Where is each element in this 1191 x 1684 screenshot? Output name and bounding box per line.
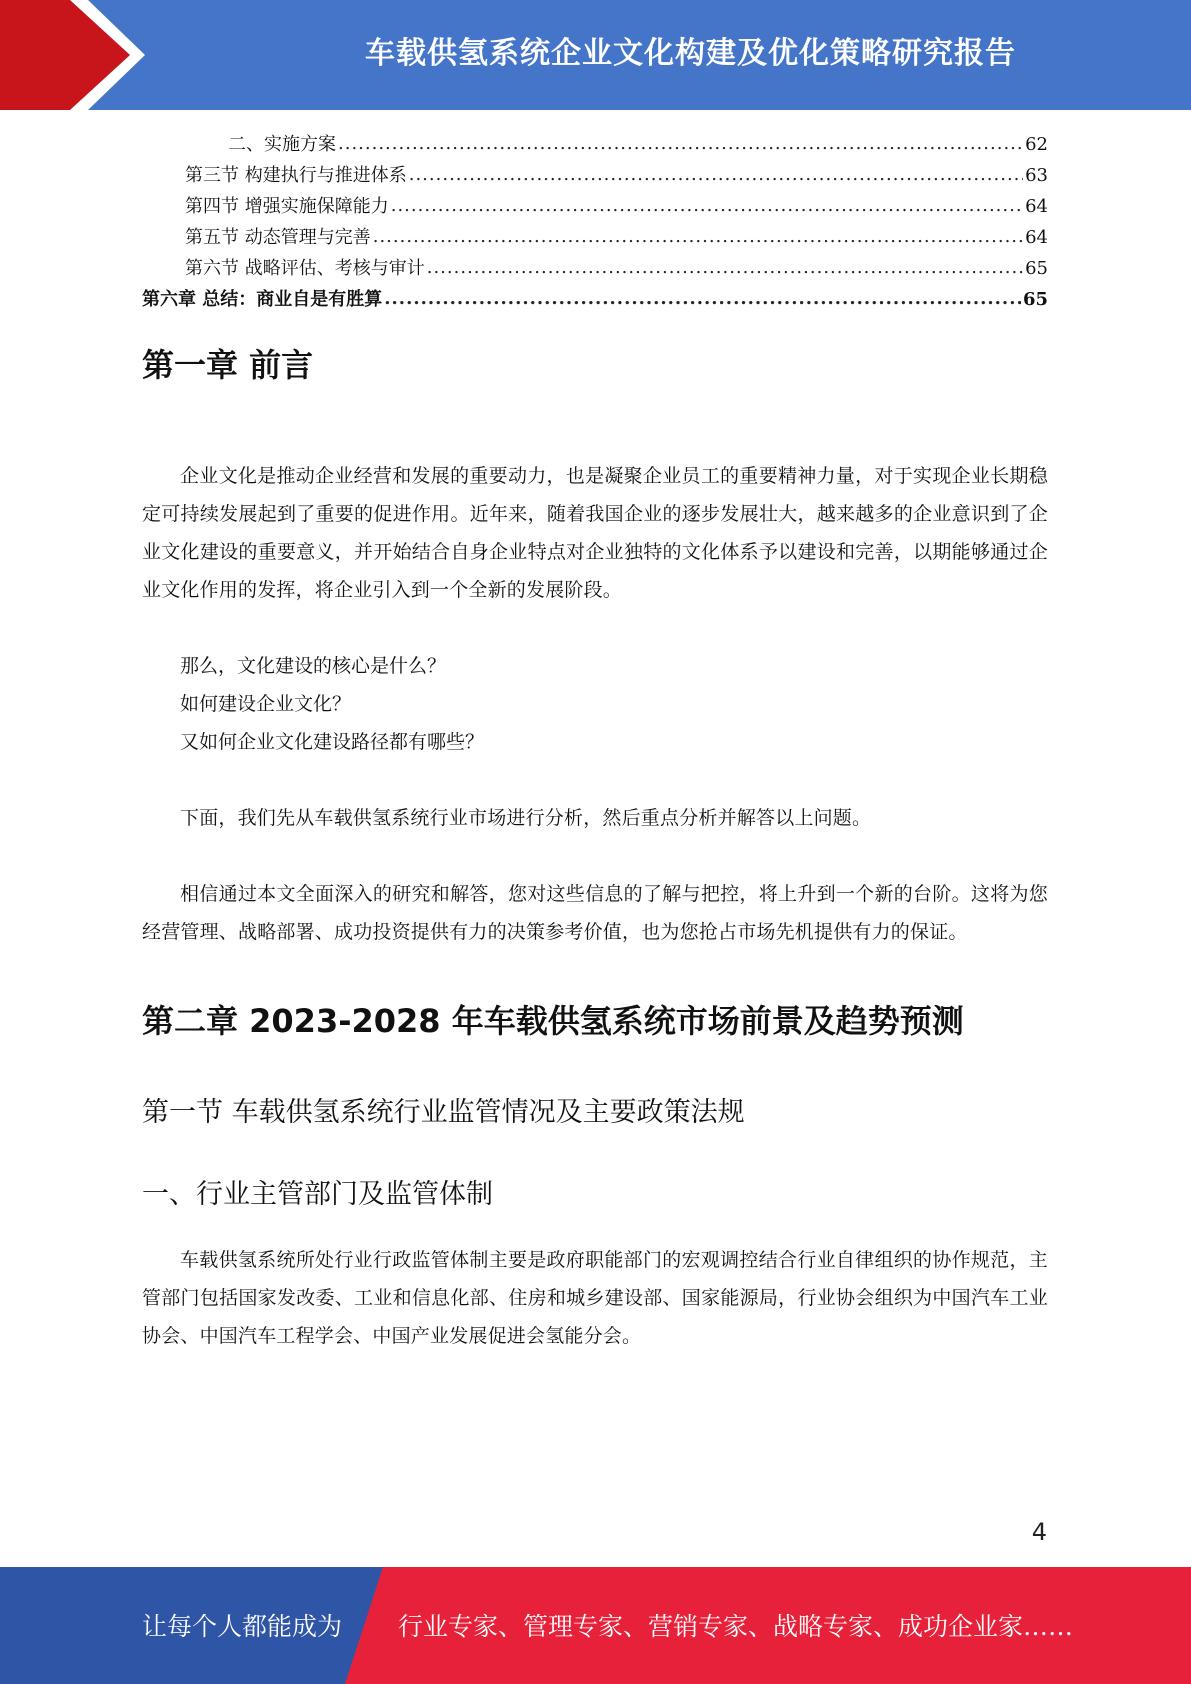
toc-entry-page: 65: [1025, 258, 1048, 279]
toc-entry[interactable]: [142, 285, 1048, 316]
header-band: [0, 0, 1191, 110]
toc-entry-label: 第五节 动态管理与完善: [185, 227, 371, 248]
toc-leader-dots: [409, 164, 1023, 185]
toc-leader-dots: [373, 226, 1023, 247]
toc-entry-page: 63: [1025, 165, 1048, 186]
body-paragraph: 相信通过本文全面深入的研究和解答，您对这些信息的了解与把控，将上升到一个新的台阶。这将为您经营管理、战略部署、成功投资提供有力的决策参考价值，也为您抢占市场先机提供有力的保证。: [142, 883, 1048, 943]
toc-entry[interactable]: [142, 161, 1048, 192]
toc-entry[interactable]: [142, 254, 1048, 285]
toc-leader-dots: [427, 257, 1023, 278]
toc-entry[interactable]: [142, 130, 1048, 161]
toc-leader-dots: [338, 133, 1023, 154]
main-content: [142, 345, 1048, 1355]
toc-entry-label: 二、实施方案: [228, 134, 336, 155]
question-line: 如何建设企业文化？: [180, 693, 352, 715]
footer-slogan-left: 让每个人都能成为: [142, 1612, 343, 1641]
toc-entry-label: 第六章 总结：商业自是有胜算: [142, 289, 383, 310]
toc-entry[interactable]: [142, 223, 1048, 254]
question-line: 那么，文化建设的核心是什么？: [180, 655, 447, 677]
toc-entry-label: 第四节 增强实施保障能力: [185, 196, 389, 217]
toc-leader-dots: [384, 288, 1021, 309]
footer-slogan-right: 行业专家、管理专家、营销专家、战略专家、成功企业家……: [398, 1612, 1074, 1641]
subsection-title: 一、行业主管部门及监管体制: [142, 1179, 493, 1210]
toc-entry-page: 64: [1025, 227, 1048, 248]
toc-entry-page: 65: [1022, 289, 1048, 310]
toc-leader-dots: [391, 195, 1023, 216]
toc-entry[interactable]: [142, 192, 1048, 223]
toc-entry-page: 64: [1025, 196, 1048, 217]
section-title: 第一节 车载供氢系统行业监管情况及主要政策法规: [142, 1097, 745, 1128]
body-paragraph: 下面，我们先从车载供氢系统行业市场进行分析，然后重点分析并解答以上问题。: [180, 807, 872, 829]
page-number: 4: [1031, 1518, 1047, 1546]
header-arrow-decoration: [0, 0, 160, 110]
question-line: 又如何企业文化建设路径都有哪些？: [180, 731, 485, 753]
table-of-contents: [142, 130, 1048, 316]
toc-entry-label: 第六节 战略评估、考核与审计: [185, 258, 425, 279]
toc-entry-page: 62: [1025, 134, 1048, 155]
report-title: 车载供氢系统企业文化构建及优化策略研究报告: [365, 36, 1016, 71]
footer-band: [0, 1567, 1191, 1684]
toc-entry-label: 第三节 构建执行与推进体系: [185, 165, 407, 186]
body-paragraph: 企业文化是推动企业经营和发展的重要动力，也是凝聚企业员工的重要精神力量，对于实现企业长期稳定可持续发展起到了重要的促进作用。近年来，随着我国企业的逐步发展壮大，越来越多的企业意识到了企业文化建设的重要意义，并开始结合自身企业特点对企业独特的文化体系予以建设和完善，以期能够通过企业文化作用的发挥，将企业引入到一个全新的发展阶段。: [142, 465, 1048, 601]
chapter-title: 第一章 前言: [142, 346, 314, 384]
body-paragraph: 车载供氢系统所处行业行政监管体制主要是政府职能部门的宏观调控结合行业自律组织的协作规范，主管部门包括国家发改委、工业和信息化部、住房和城乡建设部、国家能源局，行业协会组织为中国汽车工业协会、中国汽车工程学会、中国产业发展促进会氢能分会。: [142, 1249, 1048, 1347]
chapter-title: 第二章 2023-2028 年车载供氢系统市场前景及趋势预测: [142, 1002, 964, 1040]
question-list: [142, 647, 1048, 761]
